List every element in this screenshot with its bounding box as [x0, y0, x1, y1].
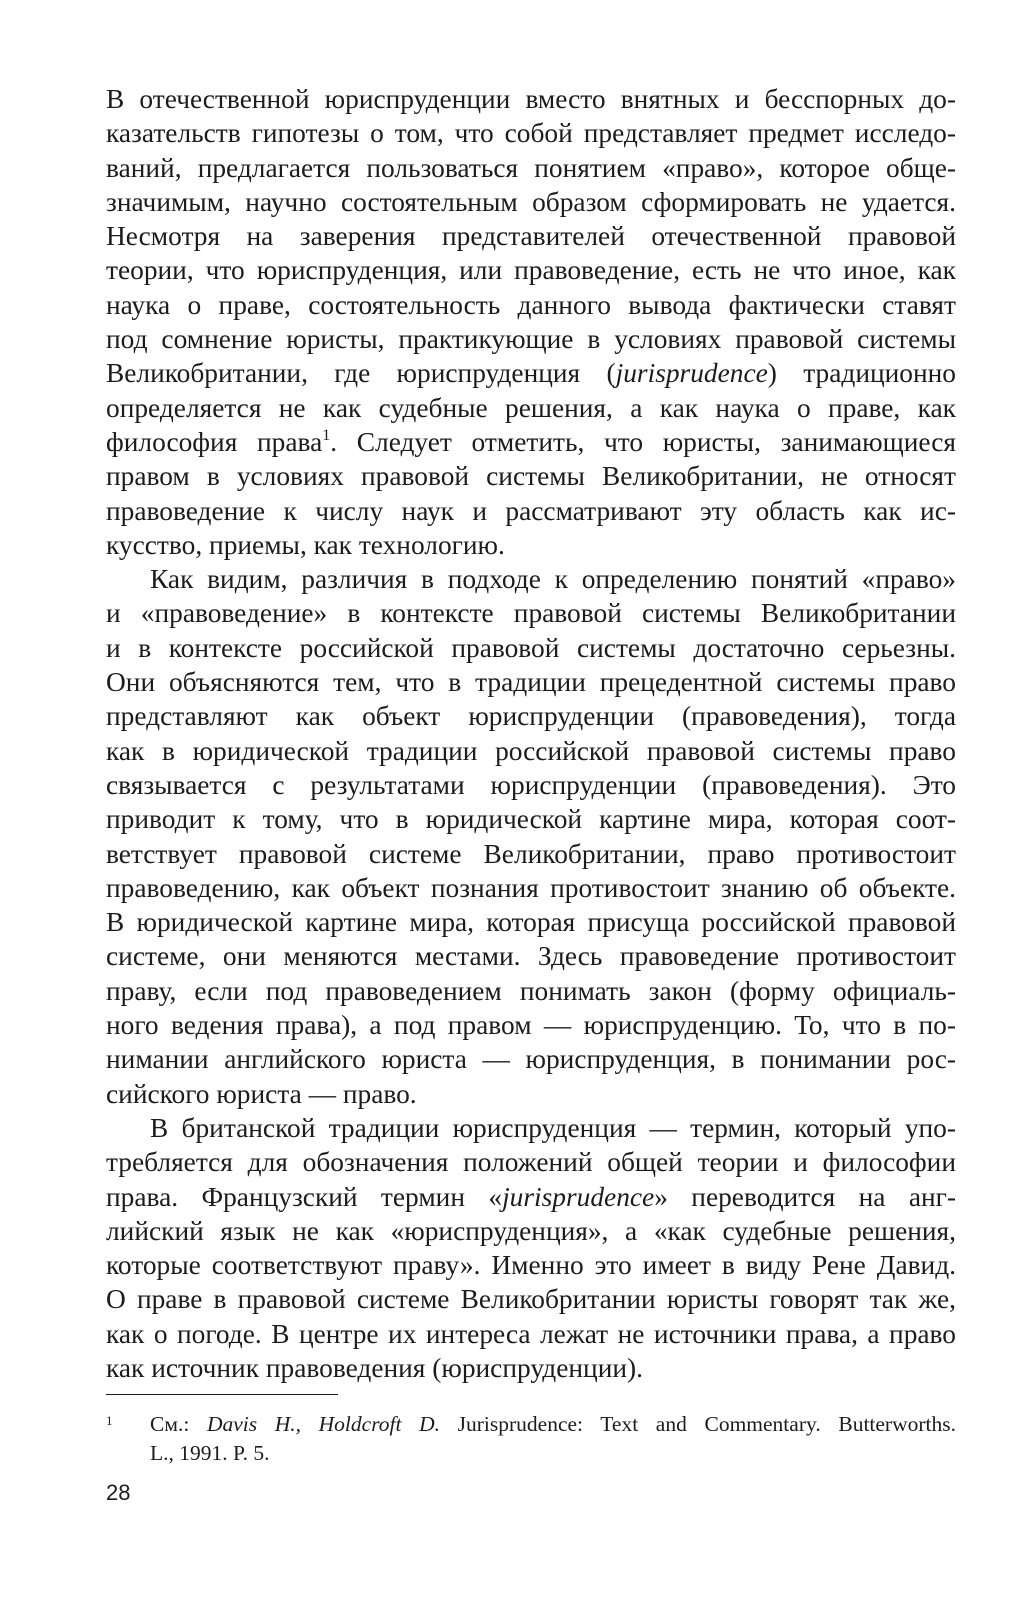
text-line: сийского юриста — право. [106, 1078, 417, 1109]
text-line: связывается с результатами юриспруденции (правоведения). Это [106, 769, 956, 800]
text-segment: » переводится на анг- [654, 1181, 956, 1212]
text-line [106, 1180, 956, 1214]
text-line: как источник правоведения (юриспруденции). [106, 1352, 643, 1383]
main-text [106, 82, 956, 1385]
text-line: ветствует правовой системе Великобритании, право противостоит [106, 838, 956, 869]
text-line: наука о праве, состоятельность данного вывода фактически ставят [106, 289, 956, 320]
text-line: Они объясняются тем, что в традиции прецедентной системы право [106, 667, 956, 698]
footnote-line: L., 1991. P. 5. [150, 1441, 270, 1465]
text-line: теории, что юриспруденция, или правоведение, есть не что иное, как [106, 255, 956, 286]
page-number: 28 [106, 1480, 131, 1505]
text-segment: Великобритании, где юриспруденция ( [106, 358, 616, 389]
footnote-reference[interactable]: 1 [322, 426, 331, 444]
footnote-mark: 1 [106, 1413, 113, 1428]
text-line: В британской традиции юриспруденция — термин, который упо- [150, 1112, 956, 1143]
text-line: ваний, предлагается пользоваться понятием «право», которое обще- [106, 152, 956, 183]
text-line: Как видим, различия в подходе к определению понятий «право» [150, 564, 956, 595]
text-line: О праве в правовой системе Великобритании юристы говорят так же, [106, 1284, 956, 1315]
footnote-prefix: См.: [150, 1412, 207, 1436]
footnote-line [106, 1410, 956, 1439]
text-line: Несмотря на заверения представителей отечественной правовой [106, 221, 956, 252]
text-segment: ) традиционно [767, 358, 957, 389]
text-line: и в контексте российской правовой системы достаточно серьезны. [106, 632, 956, 663]
text-line: требляется для обозначения положений общей теории и философии [106, 1147, 956, 1178]
text-line: В юридической картине мира, которая присуща российской правовой [106, 907, 956, 938]
text-segment: философия права [106, 426, 323, 457]
text-line: лийский язык не как «юриспруденция», а «как судебные решения, [106, 1215, 956, 1246]
text-segment: права. Французский термин « [106, 1181, 503, 1212]
text-line: как в юридической традиции российской правовой системы право [106, 735, 956, 766]
text-line: системе, они меняются местами. Здесь правоведение противостоит [106, 941, 956, 972]
text-line: значимым, научно состоятельным образом сформировать не удается. [106, 186, 956, 217]
text-line: которые соответствуют праву». Именно это имеет в виду Рене Давид. [106, 1250, 956, 1281]
text-line: как о погоде. В центре их интереса лежат не источники права, а право [106, 1318, 956, 1349]
text-line: казательств гипотезы о том, что собой представляет предмет исследо- [106, 118, 956, 149]
text-line: правоведение к числу наук и рассматривают эту область как ис- [106, 495, 956, 526]
footnote-authors: Davis H., Holdcroft D. [206, 1412, 440, 1436]
text-line: под сомнение юристы, практикующие в условиях правовой системы [106, 324, 956, 355]
text-line: представляют как объект юриспруденции (правоведения), тогда [106, 701, 956, 732]
text-line: праву, если под правоведением понимать закон (форму официаль- [106, 975, 956, 1006]
paragraph-1 [106, 82, 956, 562]
text-line: и «правоведение» в контексте правовой системы Великобритании [106, 598, 956, 629]
text-segment: . Следует отметить, что юристы, занимающиеся [330, 426, 956, 457]
text-line: кусство, приемы, как технологию. [106, 529, 505, 560]
footnote [106, 1410, 956, 1468]
text-line: В отечественной юриспруденции вместо внятных и бесспорных до- [106, 84, 956, 114]
italic-term: jurisprudence [615, 358, 768, 389]
text-line [106, 425, 956, 459]
text-line [106, 356, 956, 390]
text-line: нимании английского юриста — юриспруденция, в понимании рос- [106, 1044, 956, 1075]
text-line: ного ведения права), а под правом — юриспруденцию. То, что в по- [106, 1010, 956, 1041]
text-line: определяется не как судебные решения, а как наука о праве, как [106, 392, 956, 423]
paragraph-3 [106, 1111, 956, 1385]
paragraph-2 [106, 562, 956, 1111]
footnote-title: Jurisprudence: Text and Commentary. Butterworths. [440, 1412, 956, 1436]
footnote-divider [106, 1394, 338, 1395]
text-line: приводит к тому, что в юридической картине мира, которая соот- [106, 804, 956, 835]
text-line: правом в условиях правовой системы Великобритании, не относят [106, 461, 956, 492]
text-line: правоведению, как объект познания противостоит знанию об объекте. [106, 872, 956, 903]
italic-term: jurisprudence [502, 1181, 655, 1212]
